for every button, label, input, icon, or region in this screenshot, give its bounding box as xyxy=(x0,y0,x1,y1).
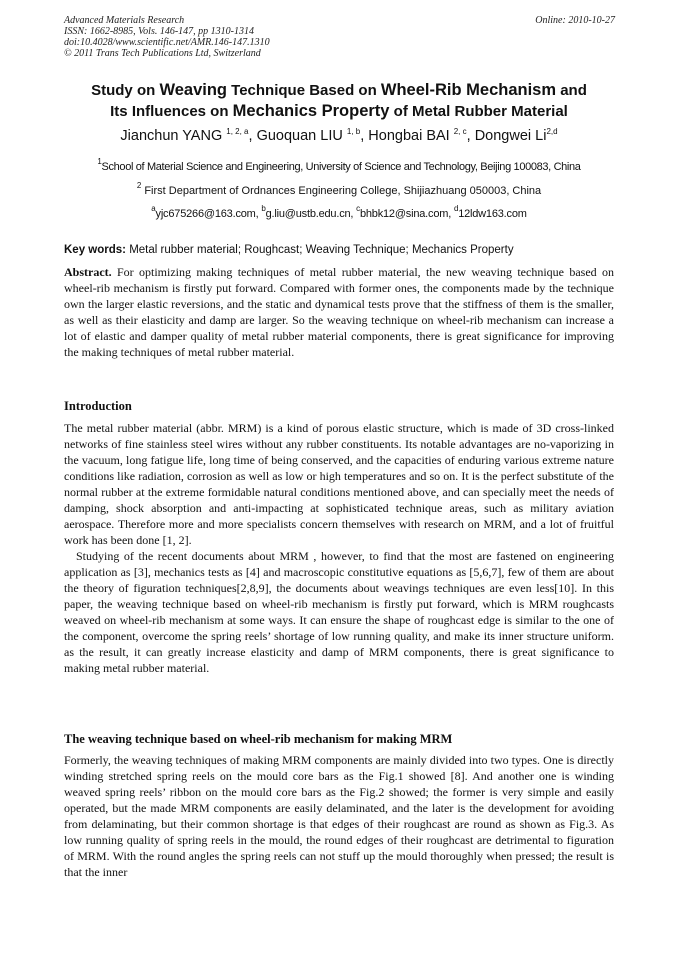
author-list xyxy=(30,127,648,145)
affiliation-text: School of Material Science and Engineering, University of Science and Technology, Beijing 100083, China xyxy=(101,161,581,173)
affiliation-mark: 2 xyxy=(136,181,142,190)
author-separator: , xyxy=(360,128,369,144)
keywords xyxy=(64,243,514,257)
email-mark: c xyxy=(356,204,360,213)
title-part: Mechanics Property xyxy=(232,102,390,120)
title-part: Study on xyxy=(91,82,160,99)
author-name: Jianchun YANG xyxy=(120,128,227,144)
journal-header xyxy=(64,15,270,59)
weaving-body xyxy=(64,752,614,880)
author-affil-mark: 1, b xyxy=(346,127,361,136)
author-name: Hongbai BAI xyxy=(368,128,454,144)
title-part: Wheel-Rib Mechanism xyxy=(380,81,557,99)
title-part: and xyxy=(556,82,587,99)
email-mark: b xyxy=(261,204,266,213)
paragraph: Studying of the recent documents about MRM , however, to find that the most are fastened on engineering application as [3], mechanics tests as [4] and macroscopic constitutive equations as [5,6,7], few of them are about the theory of figuration techniques[2,8,9], the documents about weavings techniques are even less[10]. In this paper, the weaving technique based on wheel-rib mechanism is firstly put forward, which is MRM roughcasts weaved on wheel-rib mechanism at some ways. It can ensure the shape of roughcast edge is similar to the one of the component, overcome the spring reels’ shortage of low running quality, and make its inner structure uniform. as the result, it can greatly increase elasticity and damp of MRM components, there is great significance to making metal rubber material. xyxy=(64,549,614,675)
email-address: g.liu@ustb.edu.cn, xyxy=(265,208,357,220)
author-affil-mark: 2, c xyxy=(453,127,467,136)
abstract-label: Abstract. xyxy=(64,265,112,279)
email-list xyxy=(30,204,648,221)
keywords-label: Key words: xyxy=(64,244,126,256)
keywords-text: Metal rubber material; Roughcast; Weaving Technique; Mechanics Property xyxy=(126,244,514,256)
title-part: Its Influences on xyxy=(110,103,233,120)
title-part: Technique Based on xyxy=(226,82,381,99)
introduction-heading: Introduction xyxy=(64,399,132,413)
doi-line: doi:10.4028/www.scientific.net/AMR.146-147.1310 xyxy=(64,37,270,48)
abstract xyxy=(64,264,614,360)
affiliation-text: First Department of Ordnances Engineering College, Shijiazhuang 050003, China xyxy=(141,185,542,197)
title-part: Weaving xyxy=(159,81,227,99)
email-address: yjc675266@163.com, xyxy=(155,208,262,220)
author-separator: , xyxy=(466,128,475,144)
introduction-body xyxy=(64,420,614,676)
weaving-heading: The weaving technique based on wheel-rib mechanism for making MRM xyxy=(64,732,453,746)
affiliation-mark: 1 xyxy=(97,157,102,166)
author-affil-mark: 2,d xyxy=(546,127,558,136)
paragraph: Formerly, the weaving techniques of making MRM components are mainly divided into two types. One is directly winding stretched spring reels on the mould core bars as the Fig.1 showed [8]. And another one is winding weaved spring reels’ ribbon on the mould core bars as the Fig.2 showed; the former is very simple and easily operated, but the made MRM components are easily delaminated, and the later is the development for avoiding from delaminating, but their common shortage is that edges of their roughcast are round as shown as Fig.3. As low running quality of spring reels in the mould, the round edges of their roughcast are detrimental to figuration of MRM. With the round angles the spring reels can not stuff up the mould thoroughly when pressed; the result is that the inner xyxy=(64,753,614,879)
email-address: bhbk12@sina.com, xyxy=(359,208,454,220)
email-mark: a xyxy=(151,204,156,213)
journal-name: Advanced Materials Research xyxy=(64,15,185,26)
author-name: Dongwei Li xyxy=(474,128,547,144)
abstract-text: For optimizing making techniques of metal rubber material, the new weaving technique based on wheel-rib mechanism is firstly put forward. Compared with former ones, the components made by the technique own the larger elastic reversions, and the static and dynamical tests prove that the stiffness of them is the smaller, as well as their elasticity and damp are larger. So the weaving technique on wheel-rib mechanism can increase a lot of elastic and damper quality of metal rubber material components, there is great significance for improving the making techniques of metal rubber material. xyxy=(64,265,614,359)
email-address: 12ldw163.com xyxy=(458,208,527,220)
author-separator: , xyxy=(248,128,257,144)
affiliation-1 xyxy=(30,157,648,174)
title-part: of Metal Rubber Material xyxy=(389,103,568,120)
copyright-line: © 2011 Trans Tech Publications Ltd, Switzerland xyxy=(64,48,261,59)
issn-line: ISSN: 1662-8985, Vols. 146-147, pp 1310-1314 xyxy=(64,26,254,37)
paragraph: The metal rubber material (abbr. MRM) is a kind of porous elastic structure, which is made of 3D cross-linked networks of fine stainless steel wires without any rubber constituents. Its notable advantages are no-vaporizing in the vacuum, long fatigue life, long time of being conserved, and the capacities of enduring various extreme nature conditions like radiation, corrosion as well as low or high temperatures and so on. It is the perfect substitute of the normal rubber at the extreme formidable natural conditions mentioned above, and can specially meet the needs of damping, shock absorption and anti-impacting at sophisticated technique areas, such as military aviation aerospace. Therefore more and more specialists concern themselves with research on MRM, and a lot of fruitful work has been done [1, 2]. xyxy=(64,421,614,547)
email-mark: d xyxy=(453,204,459,213)
author-affil-mark: 1, 2, a xyxy=(226,127,249,136)
online-date: Online: 2010-10-27 xyxy=(535,15,615,26)
author-name: Guoquan LIU xyxy=(256,128,347,144)
paper-title xyxy=(40,80,638,122)
affiliation-2 xyxy=(30,181,648,198)
